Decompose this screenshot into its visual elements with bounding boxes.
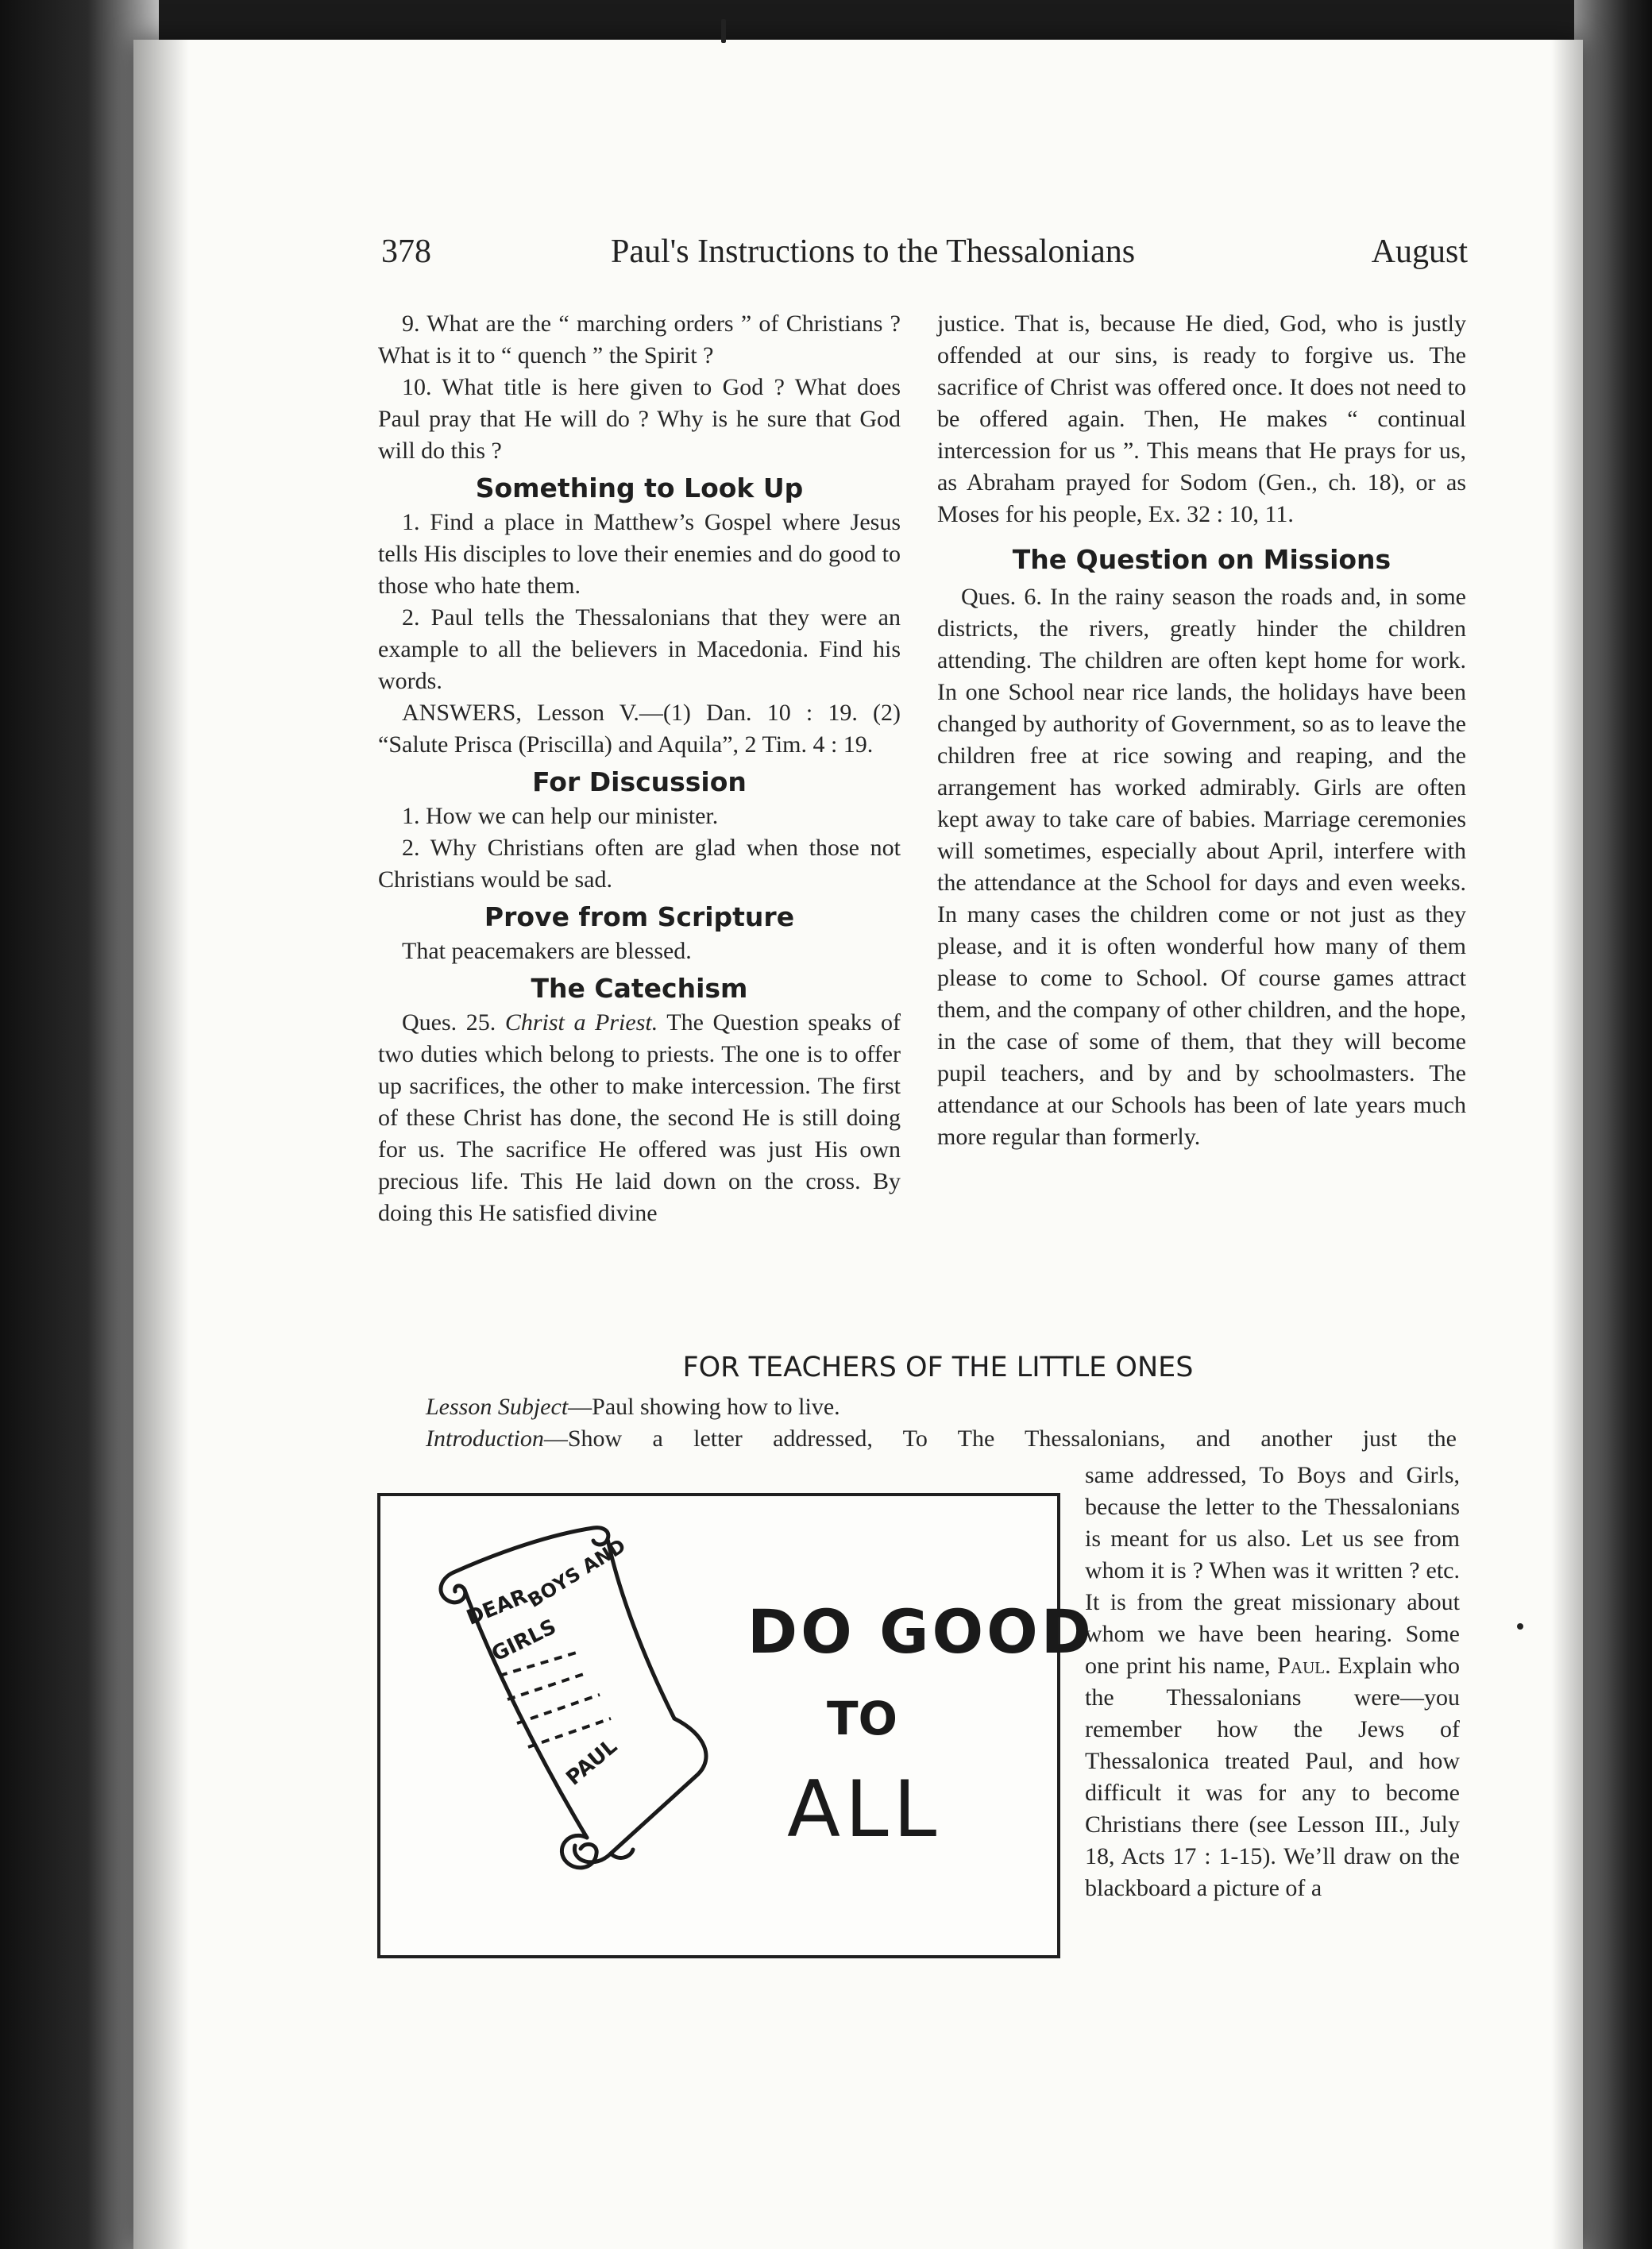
scripture-heading: Prove from Scripture bbox=[484, 901, 795, 932]
edge-shadow bbox=[1551, 40, 1583, 2249]
catechism-heading: The Catechism bbox=[531, 973, 748, 1004]
page-month: August bbox=[1371, 233, 1468, 270]
scroll-signature: PAUL bbox=[562, 1734, 623, 1791]
catechism-body: The Question speaks of two duties which belong to priests. The one is to offer up sacrifices, the other to make intercession. The first of these Christ has done, the second He is still doing for us. The sacrifice He offered was just His own precious life. This He laid down on the cross. By doing this He satisfied divine bbox=[378, 1009, 901, 1226]
scroll-drawing bbox=[380, 1496, 1057, 1955]
teachers-intro bbox=[378, 1391, 1457, 1455]
missions-heading: The Question on Missions bbox=[1012, 544, 1391, 575]
answers-text: ANSWERS, Lesson V.—(1) Dan. 10 : 19. (2) “Salute Prisca (Priscilla) and Aquila”, 2 Tim. 4 : 19. bbox=[378, 700, 901, 758]
left-column bbox=[378, 308, 901, 1229]
motto-line-1: DO GOOD bbox=[747, 1596, 1094, 1667]
scroll-text-line bbox=[517, 1695, 600, 1723]
lesson-subject-text: —Paul showing how to live. bbox=[568, 1394, 840, 1420]
motto-line-3: ALL bbox=[787, 1765, 942, 1855]
introduction-text: —Show a letter addressed, To The Thessalonians, and another just the bbox=[543, 1425, 1457, 1452]
paul-name: Paul. bbox=[1277, 1653, 1331, 1679]
teachers-wrap-text bbox=[1085, 1460, 1460, 1904]
lesson-subject-label: Lesson Subject bbox=[426, 1394, 569, 1420]
book-fore-edge-right bbox=[1574, 0, 1652, 2249]
print-speck bbox=[1517, 1623, 1523, 1630]
catechism-question-label: Ques. 25. bbox=[402, 1009, 496, 1036]
scripture-text: That peacemakers are blessed. bbox=[402, 938, 692, 964]
catechism-text bbox=[378, 1007, 901, 1229]
look-up-item-1: 1. Find a place in Matthew’s Gospel where Jesus tells His disciples to love their enemies and do good to those who hate them. bbox=[378, 509, 901, 599]
wrap-paragraph bbox=[1085, 1460, 1460, 1904]
scroll-right-edge bbox=[608, 1539, 674, 1719]
discussion-heading: For Discussion bbox=[532, 766, 747, 797]
wrap-text-1: same addressed, To Boys and Girls, because the letter to the Thessalonians is meant for us also. Let us see from whom it is ? When was it written ? etc. It is from the great missionary about whom we have been hearing. Some one print his name, bbox=[1085, 1462, 1460, 1679]
missions-text: Ques. 6. In the rainy season the roads and, in some districts, the rivers, greatly hinder the children attending. The children are often kept home for work. In one School near rice lands, the holidays have been changed by authority of Government, so as to leave the children free at rice sowing and reaping, and the arrangement has worked admirably. Girls are often kept away to take care of babies. Marriage ceremonies will sometimes, especially about April, interfere with the attendance at the School for days and even weeks. In many cases the children come or not just as they please, and it is often wonderful how many of them please to come to School. Of course games attract them, and the company of other children, and the hope, in the case of some of them, that they will become pupil teachers, and by and by schoolmasters. The attendance at our Schools has been of late years much more regular than formerly. bbox=[937, 584, 1466, 1150]
wrap-text-2: Explain who the Thessalonians were—you remember how the Jews of Thessalonica treated Paul, and how difficult it was for any to become Christians there (see Lesson III., July 18, Acts 17 : 1-15). We’ll draw on the blackboard a picture of a bbox=[1085, 1653, 1460, 1901]
teachers-heading-wrap bbox=[0, 1352, 1652, 1383]
scroll-text-girls: GIRLS bbox=[488, 1614, 561, 1667]
teachers-heading: FOR TEACHERS OF THE LITTLE ONES bbox=[682, 1352, 1194, 1383]
look-up-item-2: 2. Paul tells the Thessalonians that they were an example to all the believers in Macedonia. Find his words. bbox=[378, 604, 901, 694]
lesson-subject-line bbox=[378, 1391, 1457, 1423]
introduction-label: Introduction bbox=[426, 1425, 544, 1452]
catechism-continuation: justice. That is, because He died, God, who is justly offended at our sins, is ready to forgive us. The sacrifice of Christ was offered once. It does not need to be offered again. Then, He makes “ continual intercession for us ”. This means that He prays for us, as Abraham prayed for Sodom (Gen., ch. 18), or as Moses for his people, Ex. 32 : 10, 11. bbox=[937, 311, 1466, 527]
scroll-text-line bbox=[508, 1672, 589, 1699]
question-10: 10. What title is here given to God ? What does Paul pray that He will do ? Why is he sure that God will do this ? bbox=[378, 374, 901, 464]
question-9: 9. What are the “ marching orders ” of Christians ? What is it to “ quench ” the Spirit ? bbox=[378, 311, 901, 368]
scroll-bottom-roll bbox=[574, 1719, 706, 1862]
page-title: Paul's Instructions to the Thessalonians bbox=[611, 233, 1136, 270]
scroll-bottom-curl bbox=[562, 1835, 596, 1868]
print-speck bbox=[721, 19, 726, 43]
gutter-shadow bbox=[133, 40, 189, 2249]
running-head bbox=[381, 233, 1468, 280]
discussion-item-1: 1. How we can help our minister. bbox=[402, 803, 719, 829]
blackboard-illustration bbox=[377, 1493, 1094, 1958]
scroll-text-dear: DEAR bbox=[463, 1584, 531, 1630]
motto-line-2: TO bbox=[827, 1692, 897, 1746]
page-number: 378 bbox=[381, 233, 431, 270]
introduction-line bbox=[378, 1423, 1457, 1455]
scroll-text-boys-and: BOYS AND bbox=[523, 1534, 630, 1612]
scroll-left-curl bbox=[441, 1572, 465, 1603]
discussion-item-2: 2. Why Christians often are glad when those not Christians would be sad. bbox=[378, 835, 901, 893]
right-column bbox=[937, 308, 1466, 1153]
catechism-question-title: Christ a Priest. bbox=[504, 1009, 658, 1036]
look-up-heading: Something to Look Up bbox=[475, 473, 804, 503]
